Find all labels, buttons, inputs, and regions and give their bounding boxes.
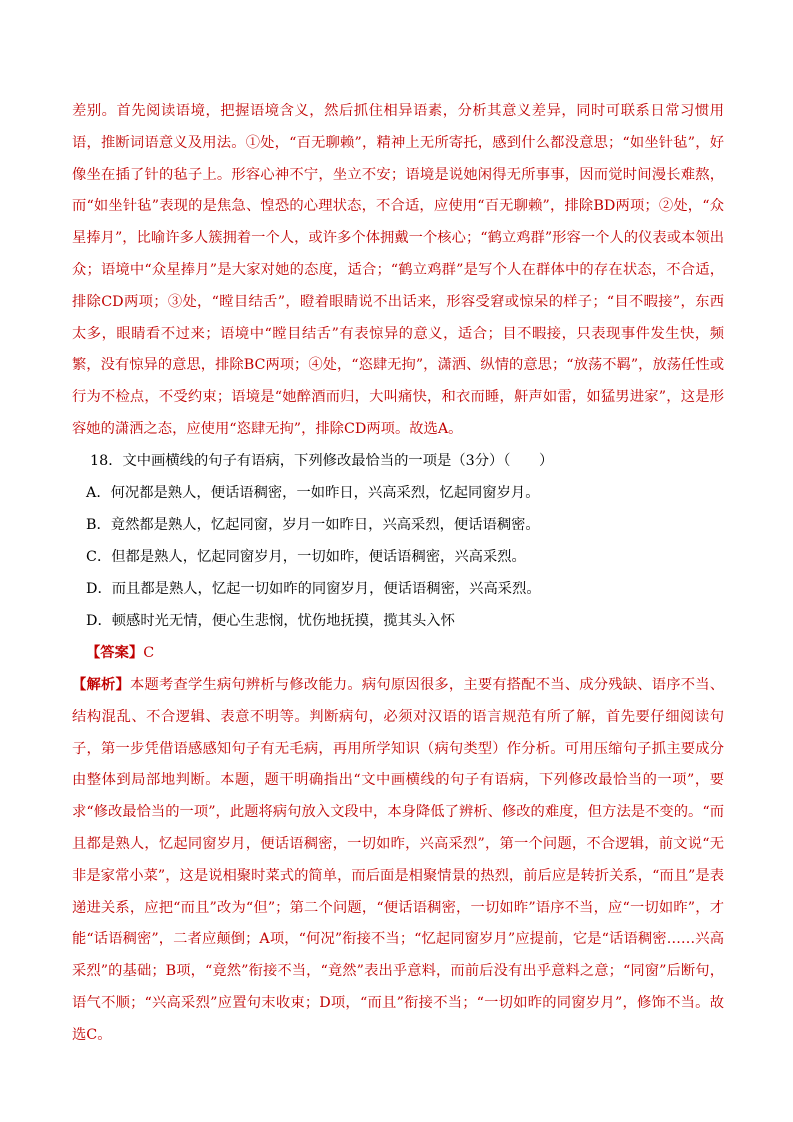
option-a: A．何况都是熟人，便话语稠密，一如昨日，兴高采烈，忆起同窗岁月。 — [86, 485, 540, 501]
analysis-label: 【解析】 — [72, 677, 130, 693]
answer-label: 【答案】 — [86, 645, 144, 661]
answer-line — [86, 643, 154, 663]
analysis-17-continued: 差别。首先阅读语境，把握语境含义，然后抓住相异语素，分析其意义差异，同时可联系日常习惯用语，推断词语意义及用法。①处，“百无聊赖”，精神上无所寄托，感到什么都没意思；“如坐针毡”，好像坐在插了针的毡子上。形容心神不宁，坐立不安；语境是说她闲得无所事事，因而觉时间漫长难熬，而“如坐针毡”表现的是焦急、惶恐的心理状态，不合适，应使用“百无聊赖”，排除BD两项；②处，“众星捧月”，比喻许多人簇拥着一个人，或许多个体拥戴一个核心；“鹤立鸡群”形容一个人的仪表或本领出众；语境中“众星捧月”是大家对她的态度，适合；“鹤立鸡群”是写个人在群体中的存在状态，不合适，排除CD两项；③处，“瞠目结舌”，瞪着眼睛说不出话来，形容受窘或惊呆的样子；“目不暇接”，东西太多，眼睛看不过来；语境中“瞠目结舌”有表惊异的意义，适合；目不暇接，只表现事件发生快，频繁，没有惊异的意思，排除BC两项；④处，“恣肆无拘”，潇洒、纵情的意思；“放荡不羁”，放荡任性或行为不检点，不受约束；语境是“她醉酒而归，大叫痛快，和衣而睡，鼾声如雷，如猛男进家”，这是形容她的潇洒之态，应使用“恣肆无拘”，排除CD两项。故选A。 — [72, 103, 724, 437]
option-d-extra: D．顿感时光无情，便心生悲悯，忧伤地抚摸，揽其头入怀 — [86, 613, 455, 629]
question-18-stem: 18．文中画横线的句子有语病，下列修改最恰当的一项是（3分）（ ） — [90, 453, 554, 469]
option-c: C．但都是熟人，忆起同窗岁月，一切如昨，便话语稠密，兴高采烈。 — [86, 549, 526, 565]
option-d: D．而且都是熟人，忆起一切如昨的同窗岁月，便话语稠密，兴高采烈。 — [86, 581, 541, 597]
answer-value: C — [143, 645, 155, 661]
analysis-text: 本题考查学生病句辨析与修改能力。病句原因很多，主要有搭配不当、成分残缺、语序不当、结构混乱、不合逻辑、表意不明等。判断病句，必须对汉语的语言规范有所了解，首先要仔细阅读句子，第一步凭借语感感知句子有无毛病，再用所学知识（病句类型）作分析。可用压缩句子抓主要成分由整体到局部地判断。本题，题干明确指出“文中画横线的句子有语病，下列修改最恰当的一项”，要求“修改最恰当的一项”，此题将病句放入文段中，本身降低了辨析、修改的难度，但方法是不变的。“而且都是熟人，忆起同窗岁月，便话语稠密，一切如昨，兴高采烈”，第一个问题，不合逻辑，前文说“无非是家常小菜”，这是说相聚时菜式的简单，而后面是相聚情景的热烈，前后应是转折关系，“而且”是表递进关系，应把“而且”改为“但”；第二个问题，“便话语稠密，一切如昨”语序不当，应“一切如昨”，才能“话语稠密”，二者应颠倒；A项，“何况”衔接不当；“忆起同窗岁月”应提前，它是“话语稠密……兴高采烈”的基础；B项，“竟然”衔接不当，“竟然”表出乎意料，而前后没有出乎意料之意；“同窗”后断句，语气不顺；“兴高采烈”应置句末收束；D项，“而且”衔接不当；“一切如昨的同窗岁月”，修饰不当。故选C。 — [72, 677, 725, 1043]
option-b: B．竟然都是熟人，忆起同窗，岁月一如昨日，兴高采烈，便话语稠密。 — [86, 517, 540, 533]
analysis-18 — [72, 670, 724, 1052]
